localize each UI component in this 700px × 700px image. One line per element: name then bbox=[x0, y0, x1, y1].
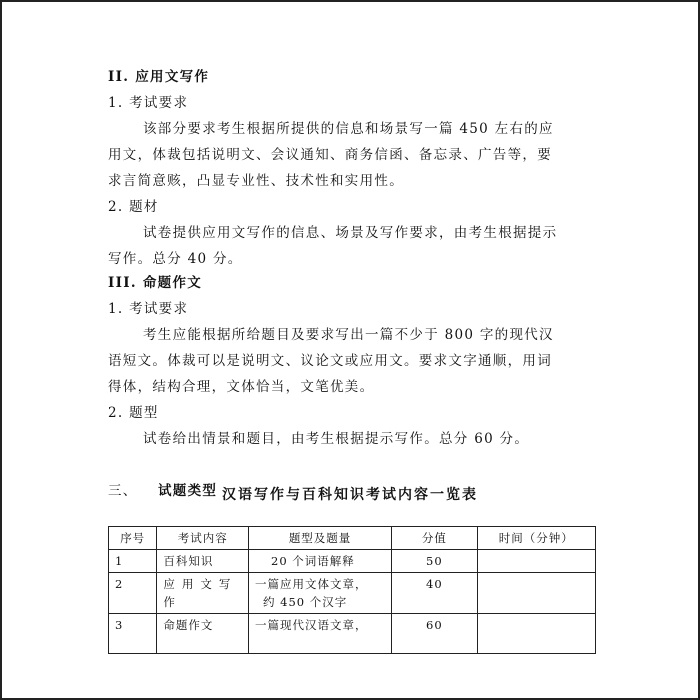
table-row bbox=[109, 614, 596, 654]
paragraph-line: 写作。总分 40 分。 bbox=[108, 251, 243, 267]
section-heading-3: III. 命题作文 bbox=[108, 275, 203, 291]
cell-line: 一篇应用文体文章， bbox=[255, 577, 368, 591]
cell-line: 约 450 个汉字 bbox=[263, 595, 348, 609]
section-heading-2: II. 应用文写作 bbox=[108, 69, 210, 85]
paragraph-line: 试卷给出情景和题目，由考生根据提示写作。总分 60 分。 bbox=[143, 431, 530, 447]
table-cell bbox=[249, 573, 392, 614]
subheading-type: 2. 题型 bbox=[108, 405, 159, 421]
paragraph-line: 得体，结构合理，文体恰当，文笔优美。 bbox=[108, 379, 375, 395]
cell-line: 应用文写 bbox=[163, 577, 238, 591]
table-cell: 百科知识 bbox=[157, 550, 249, 573]
column-header: 分值 bbox=[392, 527, 477, 550]
table-row bbox=[109, 573, 596, 614]
paragraph-line: 用文，体裁包括说明文、会议通知、商务信函、备忘录、广告等，要 bbox=[108, 147, 552, 163]
subheading-topic: 2. 题材 bbox=[108, 199, 159, 215]
exam-content-table bbox=[108, 526, 596, 654]
cell-line: 作 bbox=[163, 595, 176, 609]
table-cell: 60 bbox=[392, 614, 477, 654]
table-cell: 20 个词语解释 bbox=[249, 550, 392, 573]
table-cell: 40 bbox=[392, 573, 477, 614]
section-title: 试题类型 bbox=[158, 483, 218, 499]
subheading-exam-req: 1. 考试要求 bbox=[108, 95, 189, 111]
column-header: 考试内容 bbox=[157, 527, 249, 550]
paragraph-line: 语短文。体裁可以是说明文、议论文或应用文。要求文字通顺，用词 bbox=[108, 353, 552, 369]
table-cell: 命题作文 bbox=[157, 614, 249, 654]
table-cell: 2 bbox=[109, 573, 157, 614]
table-cell bbox=[477, 573, 595, 614]
table-cell: 50 bbox=[392, 550, 477, 573]
paragraph-line: 该部分要求考生根据所提供的信息和场景写一篇 450 左右的应 bbox=[143, 121, 554, 137]
paragraph-line: 试卷提供应用文写作的信息、场景及写作要求，由考生根据提示 bbox=[143, 225, 558, 241]
section-number: 三、 bbox=[108, 483, 138, 499]
table-cell: 1 bbox=[109, 550, 157, 573]
table-cell bbox=[157, 573, 249, 614]
paragraph-line: 考生应能根据所给题目及要求写出一篇不少于 800 字的现代汉 bbox=[143, 327, 554, 343]
table-title: 汉语写作与百科知识考试内容一览表 bbox=[222, 487, 478, 503]
table-row bbox=[109, 550, 596, 573]
table-header-row bbox=[109, 527, 596, 550]
paragraph-line: 求言简意赅，凸显专业性、技术性和实用性。 bbox=[108, 173, 404, 189]
table-cell bbox=[477, 550, 595, 573]
table-cell: 3 bbox=[109, 614, 157, 654]
column-header: 题型及题量 bbox=[249, 527, 392, 550]
table-cell bbox=[477, 614, 595, 654]
subheading-exam-req: 1. 考试要求 bbox=[108, 301, 189, 317]
column-header: 序号 bbox=[109, 527, 157, 550]
table-cell: 一篇现代汉语文章， bbox=[249, 614, 392, 654]
column-header: 时间（分钟） bbox=[477, 527, 595, 550]
